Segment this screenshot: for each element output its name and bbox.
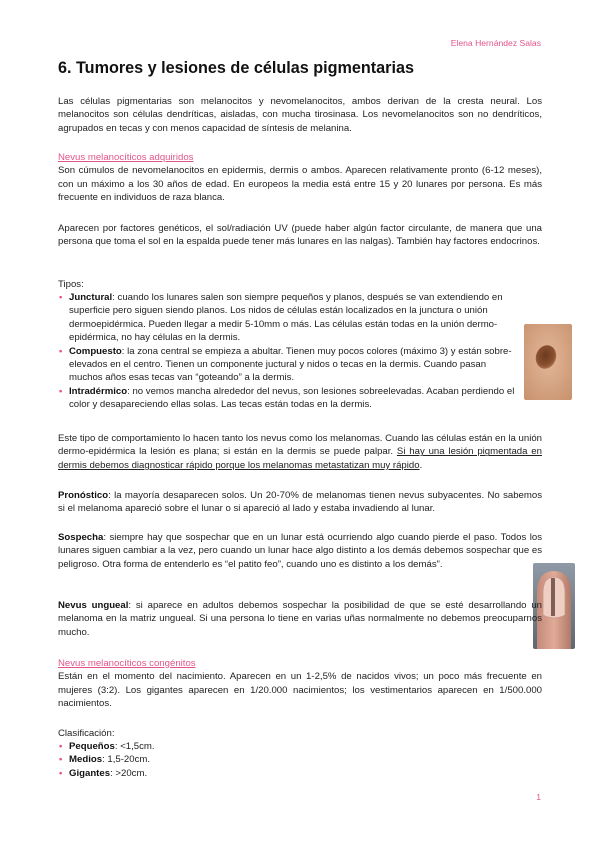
page-title: 6. Tumores y lesiones de células pigmentarias	[58, 59, 414, 77]
types-list	[58, 291, 516, 412]
intro-paragraph: Las células pigmentarias son melanocitos y nevomelanocitos, ambos derivan de la cresta neural. Los melanocitos son células dendríticas, aisladas, con mucha tirosinasa. Los nevomelanocitos son no dendríticos, agrupados en tecas y con menos capacidad de síntesis de melanina.	[58, 96, 542, 134]
congenital-heading: Nevus melanocíticos congénitos	[58, 658, 196, 669]
author-header: Elena Hernández Salas	[450, 38, 541, 48]
congenital-paragraph: Están en el momento del nacimiento. Aparecen en un 1-2,5% de nacidos vivos; un poco más frecuente en mujeres (3:2). Los gigantes aparecen en 1/20.000 nacimientos; los vestimentarios aparecen en 1/500.000 nacimientos.	[58, 671, 542, 710]
list-item: • Pequeños: <1,5cm.	[58, 740, 358, 753]
classification-label: Clasificación:	[58, 728, 115, 739]
list-item: • Medios: 1,5-20cm.	[58, 753, 358, 766]
prognosis-paragraph: Pronóstico: la mayoría desaparecen solos. Un 20-70% de melanomas tienen nevus subyacentes. No sabemos si el melanoma apareció sobre el lunar o si apareció al lado y estaba invadiendo al lunar.	[58, 490, 542, 515]
acquired-paragraph-1: Son cúmulos de nevomelanocitos en epidermis, dermis o ambos. Aparecen relativamente pronto (6-12 meses), con un máximo a los 30 años de edad. En europeos la media está entre 15 y 20 lunares por persona. Es más frecuente en individuos de raza blanca.	[58, 165, 542, 204]
suspicion-paragraph: Sospecha: siempre hay que sospechar que en un lunar está ocurriendo algo cuando pierde el paso. Todos los lunares siguen cambiar a la vez, pero cuando un lunar hace algo distinto a los demás debemos sospechar que es peligroso. Otra forma de entenderlo es “el patito feo”, cuando uno es distinto a los demás”.	[58, 532, 542, 570]
nail-paragraph: Nevus ungueal: si aparece en adultos debemos sospechar la posibilidad de que se esté desarrollando un melanoma en la matriz ungueal. Si una persona lo tiene en varias uñas normalmente no debemos preocuparnos mucho.	[58, 600, 542, 638]
page-number: 1	[536, 791, 541, 802]
acquired-heading: Nevus melanocíticos adquiridos	[58, 152, 194, 163]
acquired-section	[58, 151, 542, 205]
behavior-paragraph: Este tipo de comportamiento lo hacen tanto los nevus como los melanomas. Cuando las células están en la unión dermo-epidérmica la lesión es plana; si están en la dermis se puede palpar. Si hay una lesión pigmentada en dermis debemos diagnosticar rápido porque los melanomas metastatizan muy rápido.	[58, 433, 542, 471]
classification-list	[58, 740, 358, 780]
congenital-section	[58, 657, 542, 711]
types-label: Tipos:	[58, 279, 84, 290]
list-item: • Intradérmico: no vemos mancha alrededor del nevus, son lesiones sobreelevadas. Acaban perdiendo el color y desapareciendo ellas solas. Las tecas están todas en la dermis.	[58, 385, 516, 412]
acquired-paragraph-2: Aparecen por factores genéticos, el sol/radiación UV (puede haber algún factor circulante, de manera que una persona que toma el sol en la espalda puede tener más lunares en las nalgas). También hay factores endocrinos.	[58, 223, 542, 248]
list-item: • Gigantes: >20cm.	[58, 767, 358, 780]
list-item: • Junctural: cuando los lunares salen son siempre pequeños y planos, después se van extendiendo en superficie pero siguen siendo planos. Los nidos de células están localizados en la junctura o unión dermoepidérmica. Pueden llegar a medir 5-10mm o más. Las células están todas en la unión dermo-epidérmica, no hay células en la dermis.	[58, 291, 516, 345]
junctional-nevus-image	[524, 324, 572, 400]
list-item: • Compuesto: la zona central se empieza a abultar. Tienen muy pocos colores (máximo 3) y están sobre-elevados en el centro. Tienen un componente juctural y nidos o tecas en la dermis. Cuando pasan muchos años esas tecas van “goteando” a la dermis.	[58, 345, 516, 385]
